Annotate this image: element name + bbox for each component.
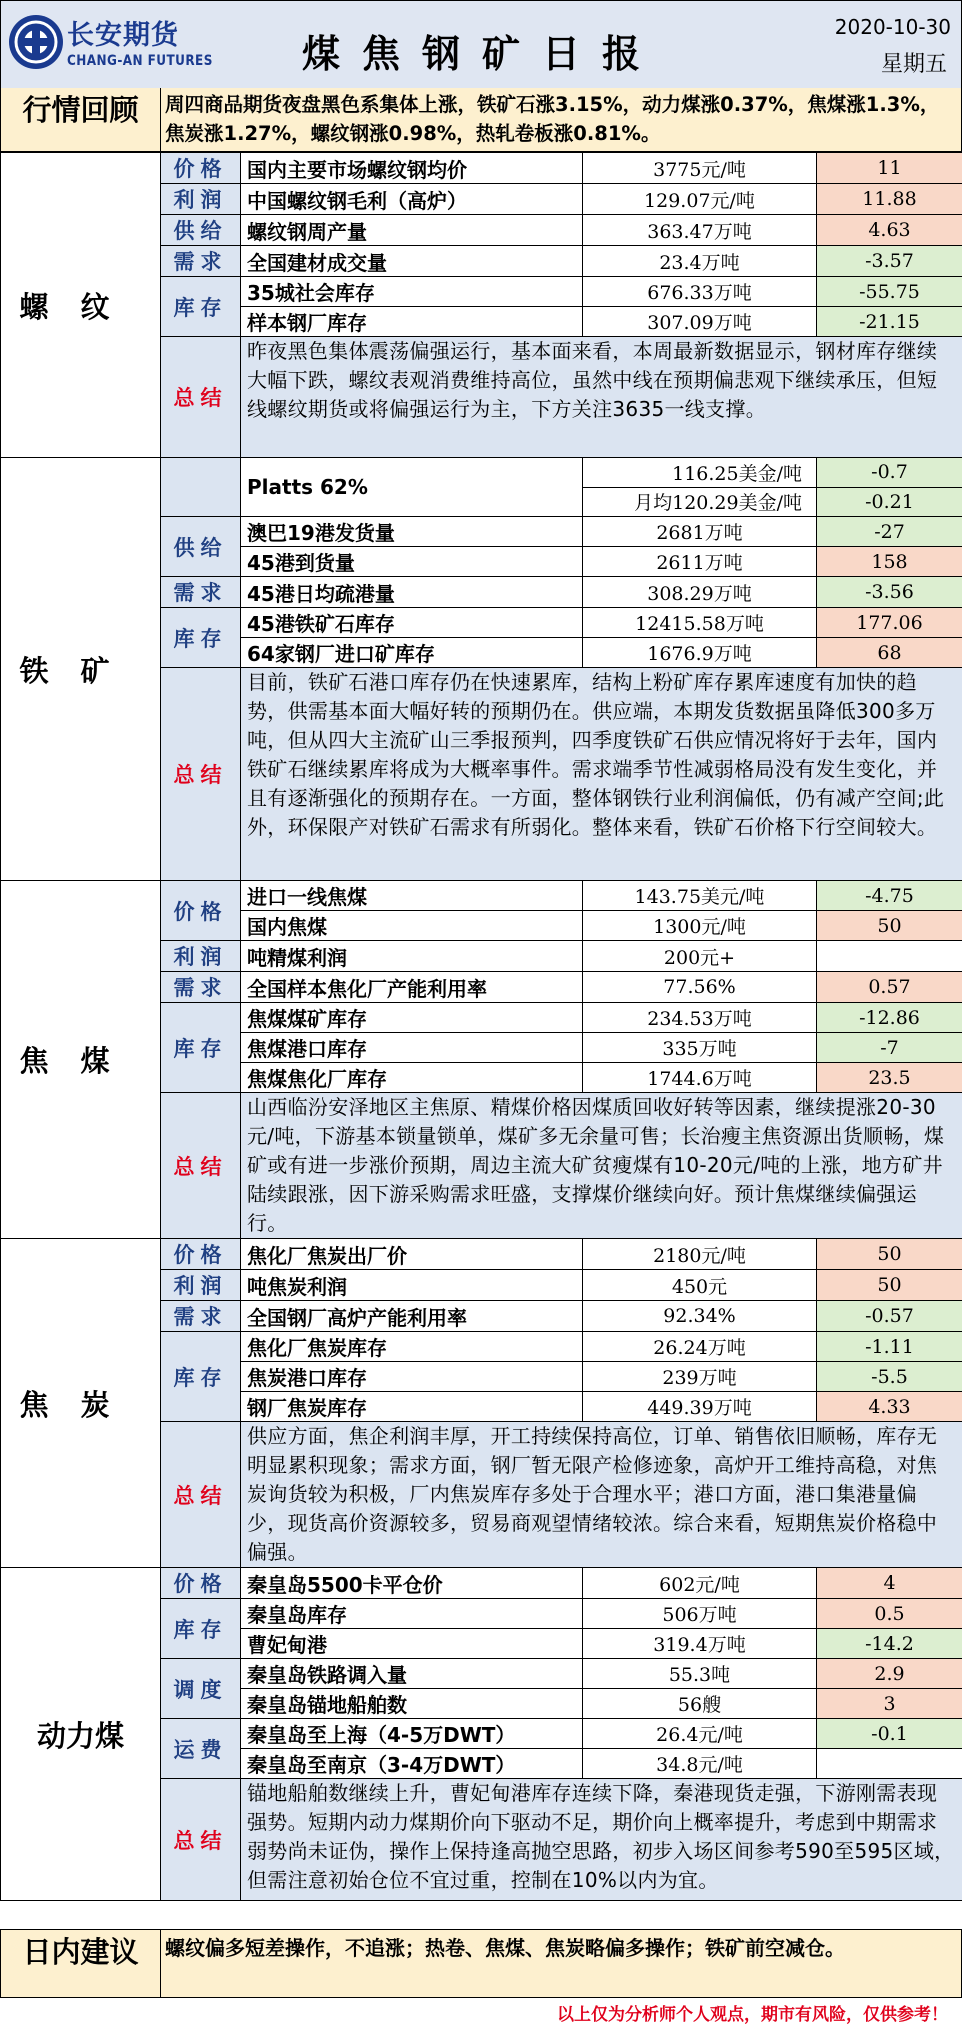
indicator-name: 中国螺纹钢毛利（高炉） <box>241 184 583 215</box>
indicator-name: 45港到货量 <box>241 547 583 577</box>
indicator-change <box>817 941 962 972</box>
indicator-change: -0.1 <box>817 1719 962 1749</box>
category-label: 利润 <box>161 941 241 972</box>
indicator-value: 143.75美元/吨 <box>583 881 817 911</box>
market-review-text: 周四商品期货夜盘黑色系集体上涨，铁矿石涨3.15%，动力煤涨0.37%，焦煤涨1.3%，焦炭涨1.27%，螺纹钢涨0.98%，热轧卷板涨0.81%。 <box>165 93 940 145</box>
indicator-value: 363.47万吨 <box>583 215 817 246</box>
indicator-value: 234.53万吨 <box>583 1003 817 1033</box>
category-label: 库存 <box>161 1332 241 1422</box>
indicator-change: 4 <box>817 1568 962 1599</box>
indicator-value: 449.39万吨 <box>583 1392 817 1422</box>
summary-text: 目前，铁矿石港口库存仍在快速累库，结构上粉矿库存累库速度有加快的趋势，供需基本面大幅好转的预期仍在。供应端，本期发货数据虽降低300多万吨，但从四大主流矿山三季报预判，四季度铁矿石供应情况将好于去年，国内铁矿石继续累库将成为大概率事件。需求端季节性减弱格局没有发生变化，并且有逐渐强化的预期存在。一方面，整体钢铁行业利润偏低，仍有减产空间;此外，环保限产对铁矿石需求有所弱化。整体来看，铁矿石价格下行空间较大。 <box>241 668 962 881</box>
indicator-change: -27 <box>817 517 962 547</box>
indicator-value: 3775元/吨 <box>583 153 817 184</box>
category-label: 库存 <box>161 1599 241 1659</box>
indicator-value: 450元 <box>583 1270 817 1301</box>
indicator-value: 56艘 <box>583 1689 817 1719</box>
indicator-change: 4.33 <box>817 1392 962 1422</box>
indicator-change: 0.57 <box>817 972 962 1003</box>
indicator-change: 2.9 <box>817 1659 962 1689</box>
indicator-value: 602元/吨 <box>583 1568 817 1599</box>
category-label: 库存 <box>161 1003 241 1093</box>
category-label: 需求 <box>161 1301 241 1332</box>
indicator-name: 45港日均疏港量 <box>241 577 583 608</box>
indicator-name: 焦煤港口库存 <box>241 1033 583 1063</box>
table-row <box>1 1239 962 1270</box>
intraday-advice <box>0 1929 962 1998</box>
indicator-value: 55.3吨 <box>583 1659 817 1689</box>
category-label: 价格 <box>161 1239 241 1270</box>
category-label: 需求 <box>161 246 241 277</box>
indicator-name: 曹妃甸港 <box>241 1629 583 1659</box>
indicator-value: 129.07元/吨 <box>583 184 817 215</box>
indicator-change: -7 <box>817 1033 962 1063</box>
summary-label: 总结 <box>161 668 241 881</box>
category-label: 调度 <box>161 1659 241 1719</box>
indicator-name: 64家钢厂进口矿库存 <box>241 638 583 668</box>
indicator-name: 吨精煤利润 <box>241 941 583 972</box>
indicator-value: 307.09万吨 <box>583 307 817 337</box>
indicator-change: -55.75 <box>817 277 962 307</box>
indicator-name: 秦皇岛至南京（3-4万DWT） <box>241 1749 583 1779</box>
category-label: 库存 <box>161 277 241 337</box>
indicator-value: 2681万吨 <box>583 517 817 547</box>
indicator-change: -3.56 <box>817 577 962 608</box>
indicator-change: -0.57 <box>817 1301 962 1332</box>
report-date: 2020-10-30 <box>834 15 951 39</box>
indicator-name: 秦皇岛5500卡平仓价 <box>241 1568 583 1599</box>
brand-name-en: CHANG-AN FUTURES <box>67 53 213 69</box>
brand-name-cn: 长安期货 <box>67 20 179 51</box>
indicator-change: -3.57 <box>817 246 962 277</box>
summary-label: 总结 <box>161 337 241 458</box>
category-label: 供给 <box>161 517 241 577</box>
category-label: 利润 <box>161 184 241 215</box>
indicator-name: 国内主要市场螺纹钢均价 <box>241 153 583 184</box>
indicator-value: 2611万吨 <box>583 547 817 577</box>
indicator-name: 全国建材成交量 <box>241 246 583 277</box>
category-label: 利润 <box>161 1270 241 1301</box>
data-table <box>0 152 962 1901</box>
indicator-change: 68 <box>817 638 962 668</box>
indicator-name: 焦煤焦化厂库存 <box>241 1063 583 1093</box>
indicator-value: 308.29万吨 <box>583 577 817 608</box>
indicator-name: 澳巴19港发货量 <box>241 517 583 547</box>
indicator-change: -4.75 <box>817 881 962 911</box>
summary-text: 供应方面，焦企利润丰厚，开工持续保持高位，订单、销售依旧顺畅，库存无明显累积现象；需求方面，钢厂暂无限产检修迹象，高炉开工维持高稳，对焦炭询货较为积极，厂内焦炭库存多处于合理水平；港口方面，港口集港量偏少，现货高价资源较多，贸易商观望情绪较浓。综合来看，短期焦炭价格稳中偏强。 <box>241 1422 962 1568</box>
indicator-name: 螺纹钢周产量 <box>241 215 583 246</box>
indicator-name: 全国钢厂高炉产能利用率 <box>241 1301 583 1332</box>
indicator-value: 月均120.29美金/吨 <box>583 487 817 517</box>
indicator-value: 77.56% <box>583 972 817 1003</box>
indicator-name: Platts 62% <box>241 458 583 517</box>
table-row <box>1 153 962 184</box>
indicator-change: -21.15 <box>817 307 962 337</box>
table-row <box>1 881 962 911</box>
indicator-value: 23.4万吨 <box>583 246 817 277</box>
indicator-change <box>817 1749 962 1779</box>
indicator-value: 1300元/吨 <box>583 911 817 941</box>
indicator-change: 177.06 <box>817 608 962 638</box>
indicator-change: 0.5 <box>817 1599 962 1629</box>
indicator-value: 200元+ <box>583 941 817 972</box>
indicator-change: 158 <box>817 547 962 577</box>
indicator-name: 钢厂焦炭库存 <box>241 1392 583 1422</box>
indicator-name: 秦皇岛至上海（4-5万DWT） <box>241 1719 583 1749</box>
indicator-name: 秦皇岛库存 <box>241 1599 583 1629</box>
indicator-change: 50 <box>817 1270 962 1301</box>
indicator-change: -0.21 <box>817 487 962 517</box>
indicator-change: -1.11 <box>817 1332 962 1362</box>
indicator-change: -5.5 <box>817 1362 962 1392</box>
indicator-name: 秦皇岛铁路调入量 <box>241 1659 583 1689</box>
indicator-change: 11 <box>817 153 962 184</box>
indicator-change: -12.86 <box>817 1003 962 1033</box>
section-title: 焦煤 <box>1 881 161 1239</box>
indicator-value: 92.34% <box>583 1301 817 1332</box>
indicator-name: 45港铁矿石库存 <box>241 608 583 638</box>
category-label: 价格 <box>161 1568 241 1599</box>
indicator-change: -14.2 <box>817 1629 962 1659</box>
indicator-value: 506万吨 <box>583 1599 817 1629</box>
category-label: 价格 <box>161 153 241 184</box>
indicator-change: 3 <box>817 1689 962 1719</box>
category-label <box>161 458 241 517</box>
intraday-advice-label: 日内建议 <box>1 1930 161 1997</box>
section-title: 铁矿 <box>1 458 161 881</box>
indicator-change: -0.7 <box>817 458 962 488</box>
table-row <box>1 1568 962 1599</box>
indicator-value: 239万吨 <box>583 1362 817 1392</box>
indicator-change: 4.63 <box>817 215 962 246</box>
market-review <box>0 88 962 152</box>
indicator-value: 1676.9万吨 <box>583 638 817 668</box>
indicator-name: 35城社会库存 <box>241 277 583 307</box>
indicator-name: 焦化厂焦炭库存 <box>241 1332 583 1362</box>
disclaimer: 以上仅为分析师个人观点，期市有风险，仅供参考！ <box>557 2005 948 2025</box>
category-label: 运费 <box>161 1719 241 1779</box>
indicator-name: 焦炭港口库存 <box>241 1362 583 1392</box>
market-review-label: 行情回顾 <box>1 88 161 151</box>
indicator-value: 12415.58万吨 <box>583 608 817 638</box>
report-header <box>0 0 962 89</box>
category-label: 价格 <box>161 881 241 941</box>
indicator-value: 335万吨 <box>583 1033 817 1063</box>
summary-label: 总结 <box>161 1779 241 1901</box>
category-label: 供给 <box>161 215 241 246</box>
category-label: 需求 <box>161 577 241 608</box>
indicator-name: 进口一线焦煤 <box>241 881 583 911</box>
indicator-name: 吨焦炭利润 <box>241 1270 583 1301</box>
indicator-change: 11.88 <box>817 184 962 215</box>
intraday-advice-text: 螺纹偏多短差操作，不追涨；热卷、焦煤、焦炭略偏多操作；铁矿前空减仓。 <box>165 1936 845 1960</box>
indicator-name: 国内焦煤 <box>241 911 583 941</box>
indicator-value: 1744.6万吨 <box>583 1063 817 1093</box>
indicator-name: 样本钢厂库存 <box>241 307 583 337</box>
summary-text: 锚地船舶数继续上升，曹妃甸港库存连续下降，秦港现货走强，下游刚需表现强势。短期内动力煤期价向下驱动不足，期价向上概率提升，考虑到中期需求弱势尚未证伪，操作上保持逢高抛空思路，初步入场区间参考590至595区域，但需注意初始仓位不宜过重，控制在10%以内为宜。 <box>241 1779 962 1901</box>
indicator-name: 焦煤煤矿库存 <box>241 1003 583 1033</box>
indicator-name: 全国样本焦化厂产能利用率 <box>241 972 583 1003</box>
section-title: 焦炭 <box>1 1239 161 1568</box>
indicator-value: 676.33万吨 <box>583 277 817 307</box>
indicator-change: 50 <box>817 911 962 941</box>
indicator-value: 319.4万吨 <box>583 1629 817 1659</box>
indicator-value: 26.24万吨 <box>583 1332 817 1362</box>
indicator-value: 116.25美金/吨 <box>583 458 817 488</box>
indicator-name: 秦皇岛锚地船舶数 <box>241 1689 583 1719</box>
summary-label: 总结 <box>161 1422 241 1568</box>
indicator-change: 23.5 <box>817 1063 962 1093</box>
section-title: 螺纹 <box>1 153 161 458</box>
report-weekday: 星期五 <box>880 52 947 77</box>
indicator-value: 26.4元/吨 <box>583 1719 817 1749</box>
category-label: 需求 <box>161 972 241 1003</box>
summary-text: 昨夜黑色集体震荡偏强运行，基本面来看，本周最新数据显示，钢材库存继续大幅下跌，螺纹表观消费维持高位，虽然中线在预期偏悲观下继续承压，但短线螺纹期货或将偏强运行为主，下方关注3635一线支撑。 <box>241 337 962 458</box>
indicator-value: 2180元/吨 <box>583 1239 817 1270</box>
summary-label: 总结 <box>161 1093 241 1239</box>
indicator-value: 34.8元/吨 <box>583 1749 817 1779</box>
table-row <box>1 458 962 488</box>
report-title: 煤焦钢矿日报 <box>301 32 662 76</box>
indicator-change: 50 <box>817 1239 962 1270</box>
summary-text: 山西临汾安泽地区主焦原、精煤价格因煤质回收好转等因素，继续提涨20-30元/吨，下游基本锁量锁单，煤矿多无余量可售；长治瘦主焦资源出货顺畅，煤矿或有进一步涨价预期，周边主流大矿贫瘦煤有10-20元/吨的上涨，地方矿井陆续跟涨，因下游采购需求旺盛，支撑煤价继续向好。预计焦煤继续偏强运行。 <box>241 1093 962 1239</box>
category-label: 库存 <box>161 608 241 668</box>
section-title: 动力煤 <box>1 1568 161 1901</box>
indicator-name: 焦化厂焦炭出厂价 <box>241 1239 583 1270</box>
